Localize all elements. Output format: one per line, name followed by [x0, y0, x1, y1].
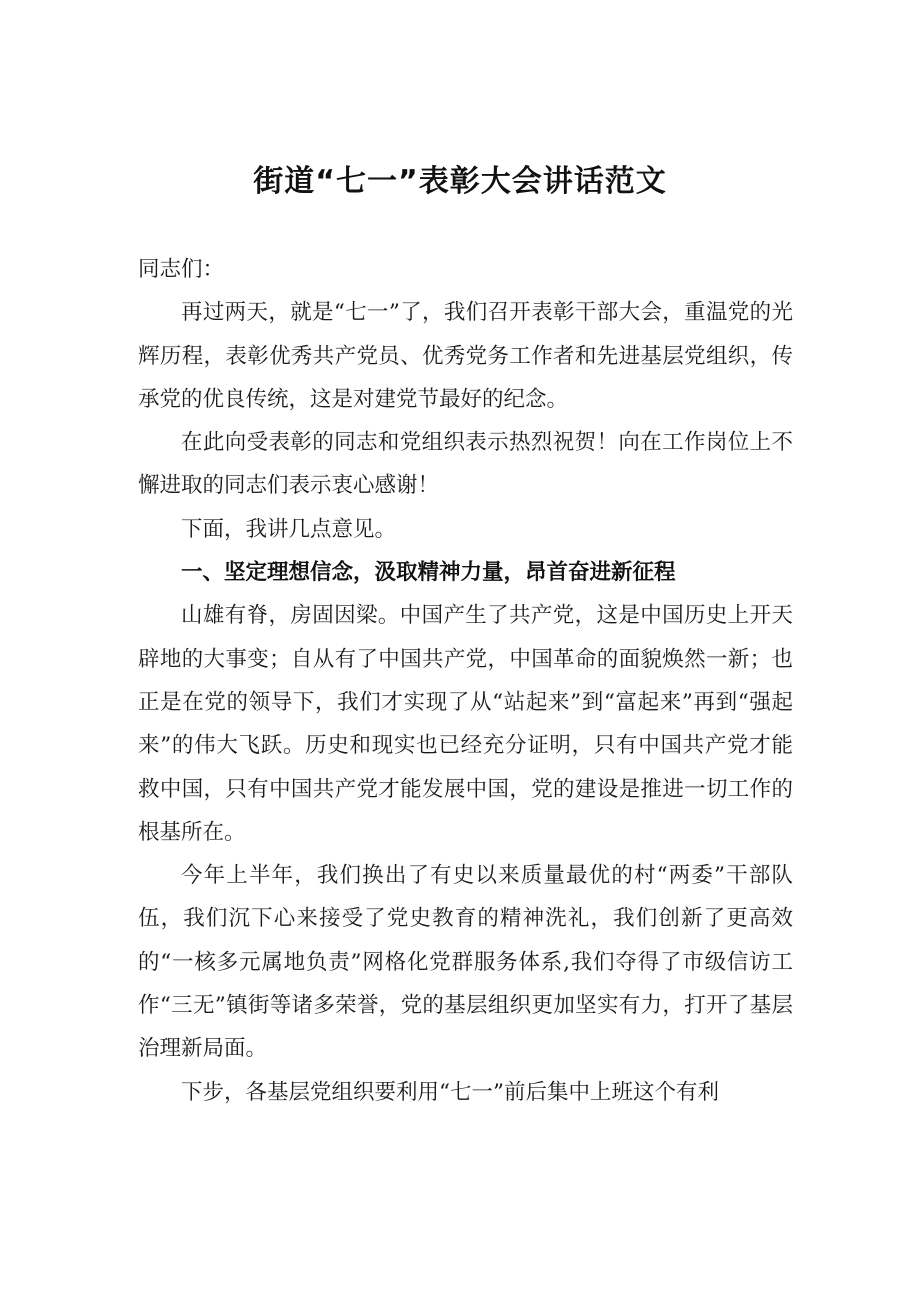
paragraph-next-steps: 下步，各基层党组织要利用“七一”前后集中上班这个有利 [181, 1079, 719, 1105]
paragraph-party-history: 山雄有脊，房固因梁。中国产生了共产党，这是中国历史上开天辟地的大事变；自从有了中国共产党，中国革命的面貌焕然一新；也正是在党的领导下，我们才实现了从“站起来”到“富起来”再到“强起来”的伟大飞跃。历史和现实也已经充分证明，只有中国共产党才能救中国，只有中国共产党才能发展中国，党的建设是推进一切工作的根基所在。 [138, 603, 793, 845]
salutation: 同志们： [138, 257, 225, 282]
paragraph-achievements: 今年上半年，我们换出了有史以来质量最优的村“两委”干部队伍，我们沉下心来接受了党史教育的精神洗礼，我们创新了更高效的“一核多元属地负责”网格化党群服务体系,我们夺得了市级信访工作“三无”镇街等诸多荣誉，党的基层组织更加坚实有力，打开了基层治理新局面。 [138, 863, 793, 1062]
section-heading-1: 一、坚定理想信念，汲取精神力量，昂首奋进新征程 [181, 560, 676, 586]
paragraph-transition: 下面，我讲几点意见。 [181, 516, 397, 542]
paragraph-intro: 再过两天，就是“七一”了，我们召开表彰干部大会，重温党的光辉历程，表彰优秀共产党员、优秀党务工作者和先进基层党组织，传承党的优良传统，这是对建党节最好的纪念。 [138, 300, 793, 412]
document-title: 街道“七一”表彰大会讲话范文 [253, 164, 667, 199]
paragraph-congratulations: 在此向受表彰的同志和党组织表示热烈祝贺！向在工作岗位上不懈进取的同志们表示衷心感谢！ [138, 430, 793, 499]
document-body [138, 248, 793, 1114]
